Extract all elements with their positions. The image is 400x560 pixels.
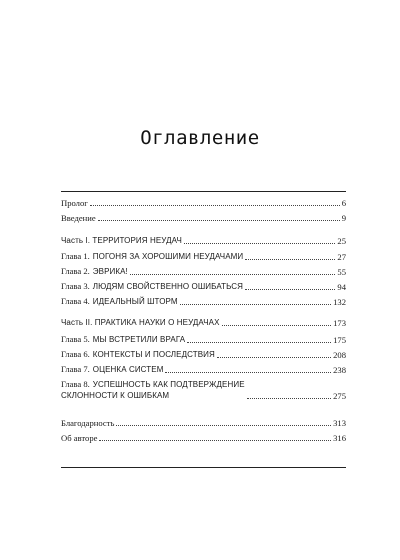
entry-title: ОЦЕНКА СИСТЕМ <box>92 365 164 374</box>
leader-dots <box>180 304 331 305</box>
leader-dots <box>245 259 335 260</box>
toc-entry-chapter-6[interactable] <box>61 349 346 360</box>
page-number: 313 <box>333 418 346 428</box>
entry-title: ЛЮДЯМ СВОЙСТВЕННО ОШИБАТЬСЯ <box>92 282 244 291</box>
chapter-prefix: Глава 6. <box>61 349 90 359</box>
leader-dots <box>116 425 331 426</box>
leader-dots <box>247 398 331 399</box>
chapter-prefix: Глава 5. <box>61 334 90 344</box>
toc-entry-part-1[interactable] <box>61 236 346 246</box>
chapter-prefix: Глава 4. <box>61 296 90 306</box>
toc-entry-acknowledgements[interactable] <box>61 418 346 428</box>
toc-entry-chapter-8[interactable] <box>61 379 346 401</box>
toc-entry-part-2[interactable] <box>61 318 346 328</box>
entry-title: Пролог <box>61 198 88 208</box>
chapter-prefix: Глава 2. <box>61 266 90 276</box>
chapter-prefix: Глава 3. <box>61 281 90 291</box>
toc-entry-chapter-5[interactable] <box>61 334 346 345</box>
entry-title-line-1: УСПЕШНОСТЬ КАК ПОДТВЕРЖДЕНИЕ <box>92 380 245 389</box>
page-number: 316 <box>333 433 346 443</box>
page-number: 27 <box>337 252 346 262</box>
page-number: 208 <box>333 350 346 360</box>
page-number: 275 <box>333 391 346 401</box>
leader-dots <box>99 440 331 441</box>
toc-entry-chapter-1[interactable] <box>61 251 346 262</box>
entry-title: ПОГОНЯ ЗА ХОРОШИМИ НЕУДАЧАМИ <box>92 252 244 261</box>
page-number: 132 <box>333 297 346 307</box>
page-number: 9 <box>341 213 346 223</box>
entry-title: МЫ ВСТРЕТИЛИ ВРАГА <box>92 335 186 344</box>
leader-dots <box>217 357 331 358</box>
entry-title: ЭВРИКА! <box>92 267 128 276</box>
leader-dots <box>98 220 340 221</box>
page-number: 175 <box>333 335 346 345</box>
chapter-prefix: Глава 1. <box>61 251 90 261</box>
top-rule <box>61 191 346 192</box>
chapter-prefix: Глава 8. <box>61 379 90 389</box>
leader-dots <box>245 289 335 290</box>
leader-dots <box>184 243 336 244</box>
page-number: 94 <box>337 282 346 292</box>
entry-title: ИДЕАЛЬНЫЙ ШТОРМ <box>92 297 178 306</box>
leader-dots <box>187 342 331 343</box>
entry-title: Об авторе <box>61 433 98 443</box>
page-number: 55 <box>337 267 346 277</box>
toc-entry-introduction[interactable] <box>61 213 346 223</box>
toc-entry-chapter-4[interactable] <box>61 296 346 307</box>
leader-dots <box>90 205 340 206</box>
toc-entry-about-author[interactable] <box>61 433 346 443</box>
entry-title-line-2: СКЛОННОСТИ К ОШИБКАМ <box>61 391 170 400</box>
entry-title: Введение <box>61 213 96 223</box>
toc-entry-chapter-3[interactable] <box>61 281 346 292</box>
leader-dots <box>130 274 336 275</box>
toc-entry-prologue[interactable] <box>61 198 346 208</box>
toc-entry-chapter-2[interactable] <box>61 266 346 277</box>
entry-title: Часть I. ТЕРРИТОРИЯ НЕУДАЧ <box>61 236 182 245</box>
chapter-prefix: Глава 7. <box>61 364 90 374</box>
entry-title: Часть II. ПРАКТИКА НАУКИ О НЕУДАЧАХ <box>61 318 220 327</box>
page-number: 238 <box>333 365 346 375</box>
entry-title: Благодарность <box>61 418 115 428</box>
toc-entry-chapter-7[interactable] <box>61 364 346 375</box>
page-number: 173 <box>333 318 346 328</box>
page-title: Оглавление <box>140 127 260 149</box>
leader-dots <box>222 325 332 326</box>
bottom-rule <box>61 467 346 468</box>
page-number: 25 <box>337 236 346 246</box>
leader-dots <box>165 372 331 373</box>
page-number: 6 <box>341 198 346 208</box>
entry-title: КОНТЕКСТЫ И ПОСЛЕДСТВИЯ <box>92 350 215 359</box>
